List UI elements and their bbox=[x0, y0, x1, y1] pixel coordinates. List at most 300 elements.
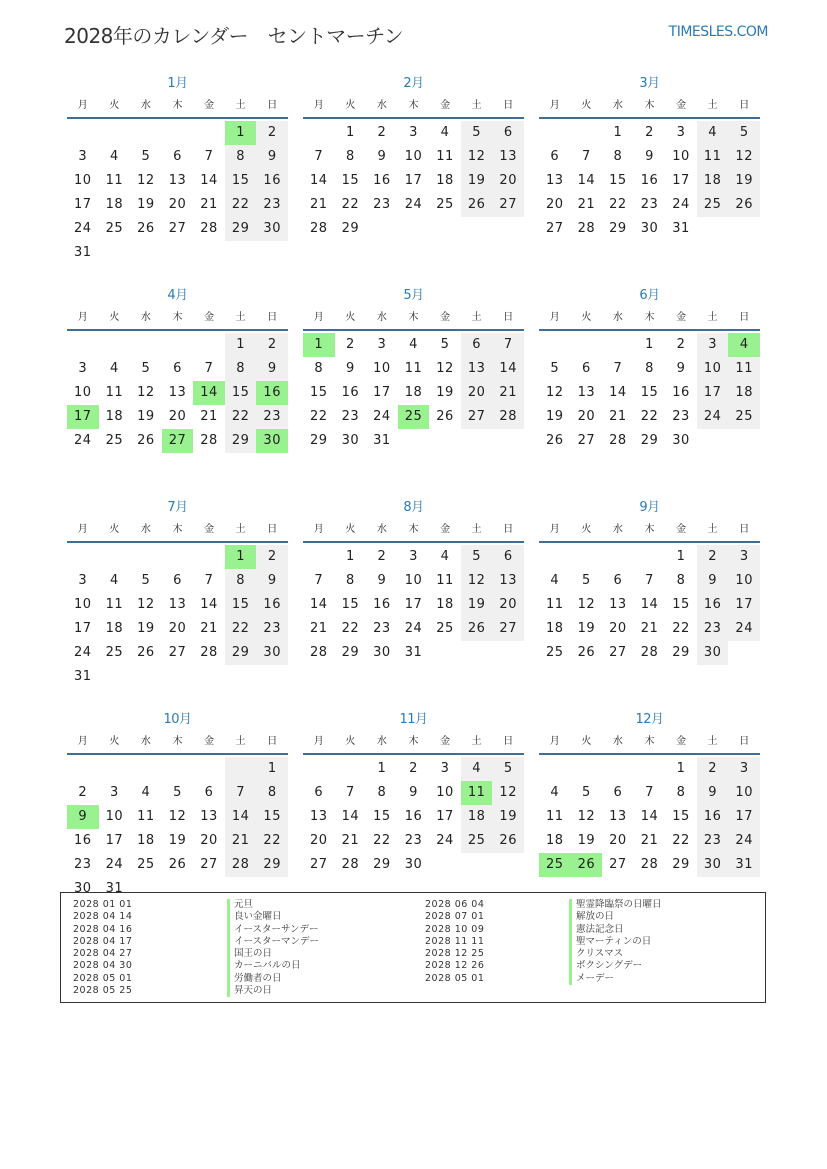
day-cell[interactable]: 2 bbox=[256, 121, 288, 145]
day-cell[interactable]: 20 bbox=[310, 833, 328, 848]
day-cell[interactable]: 24 bbox=[105, 857, 124, 872]
day-cell[interactable]: 12 bbox=[461, 569, 493, 593]
day-cell[interactable]: 28 bbox=[310, 221, 328, 236]
day-cell[interactable]: 3 bbox=[676, 125, 686, 140]
day-cell[interactable]: 1 bbox=[613, 125, 623, 140]
day-cell[interactable]: 27 bbox=[492, 193, 524, 217]
day-cell[interactable]: 11 bbox=[546, 597, 564, 612]
day-cell[interactable]: 16 bbox=[74, 833, 92, 848]
day-cell[interactable]: 3 bbox=[78, 149, 88, 164]
day-cell[interactable]: 8 bbox=[225, 145, 257, 169]
day-cell[interactable]: 14 bbox=[310, 173, 328, 188]
day-cell[interactable]: 14 bbox=[577, 173, 596, 188]
day-cell[interactable]: 25 bbox=[461, 829, 493, 853]
day-cell[interactable]: 30 bbox=[373, 645, 391, 660]
day-cell[interactable]: 3 bbox=[377, 337, 387, 352]
day-cell[interactable]: 9 bbox=[256, 357, 288, 381]
day-cell[interactable]: 1 bbox=[645, 337, 654, 352]
day-cell[interactable]: 25 bbox=[105, 433, 124, 448]
day-cell[interactable]: 18 bbox=[546, 621, 564, 636]
day-cell[interactable]: 7 bbox=[581, 149, 591, 164]
day-cell[interactable]: 2 bbox=[409, 761, 418, 776]
day-cell[interactable]: 15 bbox=[373, 809, 391, 824]
day-cell[interactable]: 17 bbox=[728, 805, 760, 829]
day-cell[interactable]: 6 bbox=[613, 785, 623, 800]
day-cell[interactable]: 19 bbox=[436, 385, 454, 400]
day-cell[interactable]: 13 bbox=[492, 569, 524, 593]
day-cell[interactable]: 9 bbox=[256, 145, 288, 169]
day-cell[interactable]: 3 bbox=[78, 573, 88, 588]
day-cell[interactable]: 2 bbox=[676, 337, 686, 352]
day-cell[interactable]: 27 bbox=[200, 857, 218, 872]
day-cell[interactable]: 11 bbox=[697, 145, 729, 169]
day-cell[interactable]: 26 bbox=[137, 433, 155, 448]
day-cell[interactable]: 14 bbox=[193, 381, 225, 405]
day-cell[interactable]: 3 bbox=[409, 549, 418, 564]
day-cell[interactable]: 30 bbox=[640, 221, 659, 236]
day-cell[interactable]: 17 bbox=[697, 381, 729, 405]
day-cell[interactable]: 3 bbox=[440, 761, 450, 776]
day-cell[interactable]: 9 bbox=[676, 361, 686, 376]
day-cell[interactable]: 23 bbox=[74, 857, 92, 872]
day-cell[interactable]: 24 bbox=[672, 197, 690, 212]
day-cell[interactable]: 29 bbox=[225, 641, 257, 665]
day-cell[interactable]: 18 bbox=[105, 409, 124, 424]
day-cell[interactable]: 26 bbox=[546, 433, 564, 448]
day-cell[interactable]: 31 bbox=[105, 881, 124, 896]
day-cell[interactable]: 10 bbox=[74, 173, 92, 188]
day-cell[interactable]: 21 bbox=[310, 197, 328, 212]
day-cell[interactable]: 2 bbox=[645, 125, 654, 140]
day-cell[interactable]: 17 bbox=[404, 597, 423, 612]
day-cell[interactable]: 27 bbox=[577, 433, 596, 448]
day-cell[interactable]: 2 bbox=[377, 125, 387, 140]
day-cell[interactable]: 28 bbox=[640, 645, 659, 660]
day-cell[interactable]: 27 bbox=[168, 221, 187, 236]
day-cell[interactable]: 13 bbox=[168, 597, 187, 612]
day-cell[interactable]: 22 bbox=[373, 833, 391, 848]
day-cell[interactable]: 20 bbox=[200, 833, 218, 848]
day-cell[interactable]: 20 bbox=[461, 381, 493, 405]
day-cell[interactable]: 10 bbox=[697, 357, 729, 381]
day-cell[interactable]: 29 bbox=[256, 853, 288, 877]
day-cell[interactable]: 19 bbox=[168, 833, 187, 848]
day-cell[interactable]: 13 bbox=[609, 809, 627, 824]
day-cell[interactable]: 6 bbox=[581, 361, 591, 376]
day-cell[interactable]: 23 bbox=[256, 617, 288, 641]
day-cell[interactable]: 4 bbox=[697, 121, 729, 145]
day-cell[interactable]: 7 bbox=[204, 573, 214, 588]
day-cell[interactable]: 12 bbox=[577, 597, 596, 612]
day-cell[interactable]: 15 bbox=[609, 173, 627, 188]
day-cell[interactable]: 10 bbox=[105, 809, 124, 824]
day-cell[interactable]: 4 bbox=[109, 361, 119, 376]
day-cell[interactable]: 21 bbox=[225, 829, 257, 853]
day-cell[interactable]: 1 bbox=[256, 757, 288, 781]
day-cell[interactable]: 29 bbox=[640, 433, 659, 448]
day-cell[interactable]: 3 bbox=[109, 785, 119, 800]
day-cell[interactable]: 13 bbox=[492, 145, 524, 169]
day-cell[interactable]: 28 bbox=[200, 433, 218, 448]
day-cell[interactable]: 4 bbox=[109, 573, 119, 588]
day-cell[interactable]: 4 bbox=[141, 785, 151, 800]
day-cell[interactable]: 8 bbox=[225, 569, 257, 593]
day-cell[interactable]: 5 bbox=[141, 573, 151, 588]
day-cell[interactable]: 17 bbox=[728, 593, 760, 617]
day-cell[interactable]: 26 bbox=[168, 857, 187, 872]
day-cell[interactable]: 9 bbox=[645, 149, 654, 164]
day-cell[interactable]: 24 bbox=[74, 433, 92, 448]
day-cell[interactable]: 8 bbox=[345, 573, 355, 588]
day-cell[interactable]: 13 bbox=[546, 173, 564, 188]
day-cell[interactable]: 21 bbox=[640, 621, 659, 636]
day-cell[interactable]: 18 bbox=[697, 169, 729, 193]
day-cell[interactable]: 17 bbox=[105, 833, 124, 848]
day-cell[interactable]: 25 bbox=[728, 405, 760, 429]
day-cell[interactable]: 1 bbox=[676, 761, 686, 776]
day-cell[interactable]: 16 bbox=[697, 805, 729, 829]
day-cell[interactable]: 31 bbox=[728, 853, 760, 877]
day-cell[interactable]: 6 bbox=[492, 121, 524, 145]
day-cell[interactable]: 16 bbox=[404, 809, 423, 824]
day-cell[interactable]: 5 bbox=[492, 757, 524, 781]
day-cell[interactable]: 25 bbox=[539, 853, 571, 877]
day-cell[interactable]: 11 bbox=[105, 173, 124, 188]
day-cell[interactable]: 14 bbox=[225, 805, 257, 829]
day-cell[interactable]: 14 bbox=[200, 597, 218, 612]
day-cell[interactable]: 22 bbox=[341, 621, 360, 636]
day-cell[interactable]: 16 bbox=[256, 169, 288, 193]
day-cell[interactable]: 2 bbox=[697, 757, 729, 781]
day-cell[interactable]: 3 bbox=[78, 361, 88, 376]
day-cell[interactable]: 9 bbox=[377, 149, 387, 164]
day-cell[interactable]: 24 bbox=[404, 621, 423, 636]
day-cell[interactable]: 25 bbox=[436, 621, 454, 636]
day-cell[interactable]: 12 bbox=[137, 173, 155, 188]
day-cell[interactable]: 10 bbox=[74, 597, 92, 612]
day-cell[interactable]: 7 bbox=[314, 573, 324, 588]
day-cell[interactable]: 27 bbox=[609, 645, 627, 660]
day-cell[interactable]: 20 bbox=[546, 197, 564, 212]
day-cell[interactable]: 18 bbox=[461, 805, 493, 829]
day-cell[interactable]: 11 bbox=[105, 385, 124, 400]
day-cell[interactable]: 19 bbox=[492, 805, 524, 829]
day-cell[interactable]: 20 bbox=[492, 169, 524, 193]
day-cell[interactable]: 13 bbox=[200, 809, 218, 824]
day-cell[interactable]: 14 bbox=[492, 357, 524, 381]
day-cell[interactable]: 29 bbox=[341, 221, 360, 236]
day-cell[interactable]: 25 bbox=[697, 193, 729, 217]
day-cell[interactable]: 29 bbox=[225, 429, 257, 453]
day-cell[interactable]: 18 bbox=[546, 833, 564, 848]
day-cell[interactable]: 11 bbox=[436, 573, 454, 588]
day-cell[interactable]: 23 bbox=[697, 617, 729, 641]
day-cell[interactable]: 28 bbox=[640, 857, 659, 872]
day-cell[interactable]: 15 bbox=[341, 597, 360, 612]
day-cell[interactable]: 30 bbox=[341, 433, 360, 448]
day-cell[interactable]: 24 bbox=[404, 197, 423, 212]
day-cell[interactable]: 12 bbox=[492, 781, 524, 805]
day-cell[interactable]: 21 bbox=[577, 197, 596, 212]
day-cell[interactable]: 15 bbox=[225, 381, 257, 405]
day-cell[interactable]: 26 bbox=[577, 645, 596, 660]
day-cell[interactable]: 7 bbox=[314, 149, 324, 164]
day-cell[interactable]: 17 bbox=[404, 173, 423, 188]
day-cell[interactable]: 19 bbox=[461, 169, 493, 193]
day-cell[interactable]: 12 bbox=[728, 145, 760, 169]
day-cell[interactable]: 2 bbox=[377, 549, 387, 564]
day-cell[interactable]: 5 bbox=[461, 121, 493, 145]
day-cell[interactable]: 12 bbox=[577, 809, 596, 824]
day-cell[interactable]: 3 bbox=[728, 545, 760, 569]
day-cell[interactable]: 11 bbox=[546, 809, 564, 824]
day-cell[interactable]: 9 bbox=[345, 361, 355, 376]
day-cell[interactable]: 22 bbox=[225, 193, 257, 217]
day-cell[interactable]: 22 bbox=[341, 197, 360, 212]
day-cell[interactable]: 5 bbox=[461, 545, 493, 569]
day-cell[interactable]: 5 bbox=[440, 337, 450, 352]
day-cell[interactable]: 20 bbox=[168, 621, 187, 636]
day-cell[interactable]: 26 bbox=[728, 193, 760, 217]
day-cell[interactable]: 21 bbox=[341, 833, 360, 848]
day-cell[interactable]: 2 bbox=[256, 545, 288, 569]
day-cell[interactable]: 19 bbox=[137, 197, 155, 212]
day-cell[interactable]: 4 bbox=[409, 337, 418, 352]
day-cell[interactable]: 15 bbox=[341, 173, 360, 188]
day-cell[interactable]: 19 bbox=[461, 593, 493, 617]
day-cell[interactable]: 31 bbox=[74, 669, 92, 684]
day-cell[interactable]: 20 bbox=[577, 409, 596, 424]
day-cell[interactable]: 1 bbox=[377, 761, 387, 776]
day-cell[interactable]: 28 bbox=[492, 405, 524, 429]
day-cell[interactable]: 28 bbox=[577, 221, 596, 236]
day-cell[interactable]: 23 bbox=[672, 409, 690, 424]
day-cell[interactable]: 14 bbox=[200, 173, 218, 188]
day-cell[interactable]: 24 bbox=[74, 645, 92, 660]
day-cell[interactable]: 24 bbox=[728, 617, 760, 641]
day-cell[interactable]: 3 bbox=[728, 757, 760, 781]
day-cell[interactable]: 26 bbox=[436, 409, 454, 424]
day-cell[interactable]: 8 bbox=[345, 149, 355, 164]
day-cell[interactable]: 21 bbox=[609, 409, 627, 424]
day-cell[interactable]: 1 bbox=[676, 549, 686, 564]
day-cell[interactable]: 12 bbox=[168, 809, 187, 824]
day-cell[interactable]: 24 bbox=[728, 829, 760, 853]
day-cell[interactable]: 27 bbox=[162, 429, 194, 453]
day-cell[interactable]: 20 bbox=[609, 621, 627, 636]
day-cell[interactable]: 18 bbox=[105, 197, 124, 212]
day-cell[interactable]: 29 bbox=[310, 433, 328, 448]
day-cell[interactable]: 22 bbox=[310, 409, 328, 424]
day-cell[interactable]: 21 bbox=[640, 833, 659, 848]
day-cell[interactable]: 27 bbox=[168, 645, 187, 660]
day-cell[interactable]: 9 bbox=[409, 785, 418, 800]
day-cell[interactable]: 3 bbox=[409, 125, 418, 140]
day-cell[interactable]: 27 bbox=[310, 857, 328, 872]
day-cell[interactable]: 28 bbox=[341, 857, 360, 872]
day-cell[interactable]: 30 bbox=[697, 853, 729, 877]
day-cell[interactable]: 1 bbox=[225, 545, 257, 569]
day-cell[interactable]: 20 bbox=[492, 593, 524, 617]
day-cell[interactable]: 11 bbox=[436, 149, 454, 164]
day-cell[interactable]: 18 bbox=[404, 385, 423, 400]
day-cell[interactable]: 12 bbox=[137, 385, 155, 400]
day-cell[interactable]: 2 bbox=[78, 785, 88, 800]
day-cell[interactable]: 5 bbox=[550, 361, 560, 376]
day-cell[interactable]: 26 bbox=[461, 193, 493, 217]
day-cell[interactable]: 30 bbox=[256, 429, 288, 453]
day-cell[interactable]: 19 bbox=[546, 409, 564, 424]
day-cell[interactable]: 31 bbox=[404, 645, 423, 660]
day-cell[interactable]: 18 bbox=[436, 597, 454, 612]
day-cell[interactable]: 30 bbox=[74, 881, 92, 896]
day-cell[interactable]: 14 bbox=[609, 385, 627, 400]
day-cell[interactable]: 4 bbox=[440, 549, 450, 564]
day-cell[interactable]: 20 bbox=[168, 409, 187, 424]
day-cell[interactable]: 6 bbox=[173, 361, 182, 376]
day-cell[interactable]: 19 bbox=[137, 621, 155, 636]
day-cell[interactable]: 17 bbox=[67, 405, 99, 429]
day-cell[interactable]: 22 bbox=[609, 197, 627, 212]
day-cell[interactable]: 17 bbox=[74, 197, 92, 212]
day-cell[interactable]: 16 bbox=[256, 381, 288, 405]
day-cell[interactable]: 12 bbox=[461, 145, 493, 169]
day-cell[interactable]: 8 bbox=[645, 361, 654, 376]
day-cell[interactable]: 26 bbox=[492, 829, 524, 853]
day-cell[interactable]: 25 bbox=[105, 645, 124, 660]
day-cell[interactable]: 15 bbox=[640, 385, 659, 400]
day-cell[interactable]: 17 bbox=[436, 809, 454, 824]
day-cell[interactable]: 12 bbox=[436, 361, 454, 376]
day-cell[interactable]: 30 bbox=[697, 641, 729, 665]
day-cell[interactable]: 4 bbox=[461, 757, 493, 781]
day-cell[interactable]: 7 bbox=[225, 781, 257, 805]
day-cell[interactable]: 30 bbox=[256, 641, 288, 665]
day-cell[interactable]: 9 bbox=[67, 805, 99, 829]
brand-logo-text[interactable]: TIMESLES.COM bbox=[668, 24, 768, 40]
day-cell[interactable]: 8 bbox=[676, 785, 686, 800]
day-cell[interactable]: 11 bbox=[137, 809, 155, 824]
day-cell[interactable]: 4 bbox=[109, 149, 119, 164]
day-cell[interactable]: 28 bbox=[200, 645, 218, 660]
day-cell[interactable]: 13 bbox=[310, 809, 328, 824]
day-cell[interactable]: 24 bbox=[373, 409, 391, 424]
day-cell[interactable]: 18 bbox=[137, 833, 155, 848]
day-cell[interactable]: 29 bbox=[672, 857, 690, 872]
day-cell[interactable]: 15 bbox=[225, 593, 257, 617]
day-cell[interactable]: 2 bbox=[256, 333, 288, 357]
day-cell[interactable]: 6 bbox=[173, 149, 182, 164]
day-cell[interactable]: 10 bbox=[728, 569, 760, 593]
day-cell[interactable]: 22 bbox=[640, 409, 659, 424]
day-cell[interactable]: 4 bbox=[550, 785, 560, 800]
day-cell[interactable]: 6 bbox=[492, 545, 524, 569]
day-cell[interactable]: 16 bbox=[341, 385, 360, 400]
day-cell[interactable]: 5 bbox=[728, 121, 760, 145]
day-cell[interactable]: 31 bbox=[373, 433, 391, 448]
day-cell[interactable]: 23 bbox=[256, 405, 288, 429]
day-cell[interactable]: 7 bbox=[492, 333, 524, 357]
day-cell[interactable]: 10 bbox=[728, 781, 760, 805]
day-cell[interactable]: 8 bbox=[225, 357, 257, 381]
day-cell[interactable]: 24 bbox=[697, 405, 729, 429]
day-cell[interactable]: 6 bbox=[314, 785, 324, 800]
day-cell[interactable]: 27 bbox=[609, 857, 627, 872]
day-cell[interactable]: 28 bbox=[310, 645, 328, 660]
day-cell[interactable]: 23 bbox=[373, 621, 391, 636]
day-cell[interactable]: 18 bbox=[728, 381, 760, 405]
day-cell[interactable]: 24 bbox=[436, 833, 454, 848]
day-cell[interactable]: 14 bbox=[310, 597, 328, 612]
day-cell[interactable]: 29 bbox=[373, 857, 391, 872]
day-cell[interactable]: 23 bbox=[341, 409, 360, 424]
day-cell[interactable]: 22 bbox=[225, 405, 257, 429]
day-cell[interactable]: 26 bbox=[461, 617, 493, 641]
day-cell[interactable]: 5 bbox=[141, 361, 151, 376]
day-cell[interactable]: 19 bbox=[577, 621, 596, 636]
day-cell[interactable]: 6 bbox=[204, 785, 214, 800]
day-cell[interactable]: 7 bbox=[204, 361, 214, 376]
day-cell[interactable]: 14 bbox=[341, 809, 360, 824]
day-cell[interactable]: 8 bbox=[256, 781, 288, 805]
day-cell[interactable]: 27 bbox=[461, 405, 493, 429]
day-cell[interactable]: 15 bbox=[672, 809, 690, 824]
day-cell[interactable]: 22 bbox=[672, 833, 690, 848]
day-cell[interactable]: 15 bbox=[310, 385, 328, 400]
day-cell[interactable]: 20 bbox=[609, 833, 627, 848]
day-cell[interactable]: 21 bbox=[492, 381, 524, 405]
day-cell[interactable]: 20 bbox=[168, 197, 187, 212]
day-cell[interactable]: 13 bbox=[577, 385, 596, 400]
day-cell[interactable]: 11 bbox=[728, 357, 760, 381]
day-cell[interactable]: 1 bbox=[345, 549, 355, 564]
day-cell[interactable]: 10 bbox=[404, 149, 423, 164]
day-cell[interactable]: 17 bbox=[672, 173, 690, 188]
day-cell[interactable]: 15 bbox=[672, 597, 690, 612]
day-cell[interactable]: 25 bbox=[137, 857, 155, 872]
day-cell[interactable]: 19 bbox=[728, 169, 760, 193]
day-cell[interactable]: 28 bbox=[225, 853, 257, 877]
day-cell[interactable]: 7 bbox=[204, 149, 214, 164]
day-cell[interactable]: 17 bbox=[74, 621, 92, 636]
day-cell[interactable]: 23 bbox=[404, 833, 423, 848]
day-cell[interactable]: 3 bbox=[697, 333, 729, 357]
day-cell[interactable]: 30 bbox=[256, 217, 288, 241]
day-cell[interactable]: 23 bbox=[640, 197, 659, 212]
day-cell[interactable]: 11 bbox=[404, 361, 423, 376]
day-cell[interactable]: 30 bbox=[404, 857, 423, 872]
day-cell[interactable]: 11 bbox=[105, 597, 124, 612]
day-cell[interactable]: 8 bbox=[676, 573, 686, 588]
day-cell[interactable]: 23 bbox=[373, 197, 391, 212]
day-cell[interactable]: 16 bbox=[256, 593, 288, 617]
day-cell[interactable]: 25 bbox=[436, 197, 454, 212]
day-cell[interactable]: 7 bbox=[645, 573, 654, 588]
day-cell[interactable]: 6 bbox=[550, 149, 560, 164]
day-cell[interactable]: 15 bbox=[225, 169, 257, 193]
day-cell[interactable]: 25 bbox=[398, 405, 430, 429]
day-cell[interactable]: 16 bbox=[373, 173, 391, 188]
day-cell[interactable]: 22 bbox=[672, 621, 690, 636]
day-cell[interactable]: 5 bbox=[141, 149, 151, 164]
day-cell[interactable]: 23 bbox=[697, 829, 729, 853]
day-cell[interactable]: 19 bbox=[137, 409, 155, 424]
day-cell[interactable]: 15 bbox=[256, 805, 288, 829]
day-cell[interactable]: 13 bbox=[461, 357, 493, 381]
day-cell[interactable]: 4 bbox=[550, 573, 560, 588]
day-cell[interactable]: 27 bbox=[492, 617, 524, 641]
day-cell[interactable]: 6 bbox=[173, 573, 182, 588]
